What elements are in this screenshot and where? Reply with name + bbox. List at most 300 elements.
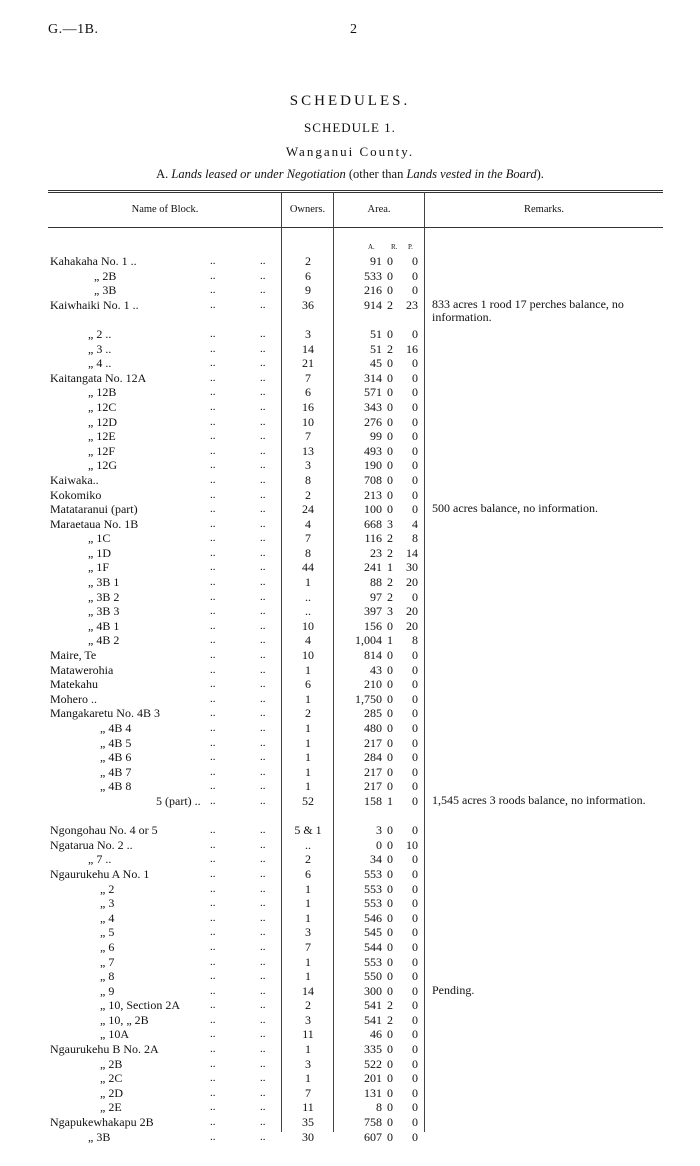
acres-cell: 550: [364, 969, 382, 984]
top-rule-double: [48, 192, 663, 193]
acres-cell: 553: [364, 866, 382, 881]
leader-dots: ..: [210, 678, 216, 691]
leader-dots: ..: [260, 1072, 266, 1085]
remarks-cell: [432, 633, 662, 648]
leader-dots: ..: [260, 298, 266, 311]
acres-cell: 541: [364, 998, 382, 1013]
leader-dots: ..: [260, 736, 266, 749]
gap-cell: [420, 385, 432, 400]
leader-dots: ..: [260, 984, 266, 997]
owners-cell: 1: [305, 662, 311, 677]
acres-cell: 522: [364, 1056, 382, 1071]
table-row: [50, 415, 662, 430]
block-name: „ 4B 1: [88, 618, 120, 633]
perches-cell: 0: [412, 998, 418, 1013]
leader-dots: ..: [210, 590, 216, 603]
subtitle-plain: (other than: [348, 167, 404, 181]
remarks-cell: [432, 1042, 662, 1057]
table-row: [50, 1115, 662, 1130]
acres-cell: 45: [370, 356, 382, 371]
acres-cell: 607: [364, 1129, 382, 1144]
owners-cell: 3: [305, 1056, 311, 1071]
owners-cell: 3: [305, 1012, 311, 1027]
roods-cell: 0: [387, 1085, 393, 1100]
gap-cell: [420, 575, 432, 590]
remarks-cell: [432, 590, 662, 605]
perches-cell: 0: [412, 1115, 418, 1130]
perches-cell: 8: [412, 633, 418, 648]
roods-cell: 0: [387, 370, 393, 385]
table-row: [50, 575, 662, 590]
table-row: [50, 429, 662, 444]
acres-cell: 480: [364, 721, 382, 735]
roods-cell: 3: [387, 516, 393, 531]
gap-cell: [420, 531, 432, 546]
remarks-cell: [432, 342, 662, 357]
leader-dots: ..: [260, 415, 266, 428]
owners-cell: 1: [305, 691, 311, 706]
subtitle-prefix: A.: [156, 167, 169, 181]
acres-cell: 0: [376, 837, 382, 852]
acres-cell: 668: [364, 516, 382, 531]
block-name-cell: [50, 1071, 282, 1086]
perches-cell: 0: [412, 1085, 418, 1100]
remarks-text: 500 acres balance, no information.: [432, 501, 598, 516]
block-name-cell: [50, 604, 282, 619]
acres-cell: 34: [370, 852, 382, 867]
acres-cell: 814: [364, 648, 382, 663]
block-name: Kahakaha No. 1 ..: [50, 254, 137, 268]
gap-cell: [420, 677, 432, 692]
owners-cell: 1: [305, 750, 311, 765]
block-name: „ 3: [100, 896, 115, 911]
perches-cell: 0: [412, 283, 418, 298]
roods-cell: 2: [387, 341, 393, 356]
perches-cell: 0: [412, 823, 418, 838]
roods-cell: 0: [387, 925, 393, 940]
roods-cell: 0: [387, 356, 393, 371]
block-name-cell: [50, 502, 282, 517]
table-row: [50, 298, 662, 313]
perches-cell: 0: [412, 691, 418, 706]
leader-dots: ..: [260, 649, 266, 662]
table-row: [50, 925, 662, 940]
perches-cell: 0: [412, 677, 418, 692]
remarks-cell: [432, 1086, 662, 1101]
leader-dots: ..: [210, 327, 216, 340]
remarks-cell: [432, 415, 662, 430]
acres-cell: 553: [364, 954, 382, 969]
leader-dots: ..: [210, 269, 216, 282]
block-name: „ 3B: [94, 283, 117, 298]
gap-cell: [420, 604, 432, 619]
block-name-cell: [50, 444, 282, 459]
block-name-cell: [50, 1130, 282, 1145]
perches-cell: 0: [412, 735, 418, 750]
table-row: [50, 1071, 662, 1086]
perches-cell: 0: [412, 662, 418, 677]
block-name-cell: [50, 765, 282, 780]
leader-dots: ..: [210, 1043, 216, 1056]
gap-cell: [420, 1086, 432, 1101]
block-name-cell: [50, 1013, 282, 1028]
leader-dots: ..: [210, 473, 216, 486]
block-name: „ 10, „ 2B: [100, 1012, 149, 1027]
perches-cell: 0: [412, 1027, 418, 1042]
block-name: Kaitangata No. 12A: [50, 370, 147, 385]
leader-dots: ..: [210, 1072, 216, 1085]
remarks-cell: [432, 473, 662, 488]
remarks-cell: [432, 823, 662, 838]
block-name: Ngongohau No. 4 or 5: [50, 823, 158, 838]
gap-cell: [420, 911, 432, 926]
table-row: [50, 940, 662, 955]
remarks-cell: [432, 458, 662, 473]
owners-cell: 1: [305, 779, 311, 794]
table-row: [50, 254, 662, 269]
perches-cell: 23: [406, 297, 418, 312]
roods-cell: 2: [387, 575, 393, 590]
block-name: „ 3B 1: [88, 575, 120, 590]
remarks-cell: [432, 429, 662, 444]
block-name: „ 4: [100, 910, 115, 925]
block-name-cell: [50, 254, 282, 269]
block-name: „ 12B: [88, 385, 117, 400]
leader-dots: ..: [260, 1101, 266, 1114]
acres-cell: 99: [370, 429, 382, 444]
block-name: „ 4B 2: [88, 633, 120, 648]
roods-cell: 0: [387, 1100, 393, 1115]
table-row: [50, 1086, 662, 1101]
roods-cell: 0: [387, 254, 393, 268]
table-row: [50, 444, 662, 459]
gap-cell: [420, 1042, 432, 1057]
leader-dots: ..: [210, 561, 216, 574]
owners-cell: 30: [302, 1129, 314, 1144]
owners-cell: ..: [305, 589, 311, 604]
remarks-cell: [432, 779, 662, 794]
roods-cell: 0: [387, 1071, 393, 1086]
leader-dots: ..: [260, 897, 266, 910]
gap-cell: [420, 838, 432, 853]
roods-cell: 0: [387, 1056, 393, 1071]
leader-dots: ..: [210, 955, 216, 968]
acres-cell: 1,750: [355, 691, 382, 706]
roods-cell: 2: [387, 545, 393, 560]
block-name: „ 12E: [88, 429, 116, 444]
roods-cell: 2: [387, 589, 393, 604]
block-name: „ 6: [100, 939, 115, 954]
table-row: [50, 1130, 662, 1145]
leader-dots: ..: [260, 1086, 266, 1099]
roods-cell: 0: [387, 618, 393, 633]
table-row: [50, 385, 662, 400]
acres-cell: 493: [364, 443, 382, 458]
owners-cell: 2: [305, 254, 311, 268]
leader-dots: ..: [260, 473, 266, 486]
perches-cell: 0: [412, 852, 418, 867]
owners-cell: 7: [305, 939, 311, 954]
remarks-cell: [432, 604, 662, 619]
block-name-cell: [50, 721, 282, 736]
leader-dots: ..: [260, 342, 266, 355]
column-header-name: Name of Block.: [131, 204, 199, 215]
leader-dots: ..: [210, 911, 216, 924]
block-name: „ 4B 4: [100, 721, 132, 735]
gap-cell: [420, 1130, 432, 1145]
leader-dots: ..: [210, 751, 216, 764]
table-row: [50, 984, 662, 999]
roods-cell: 0: [387, 283, 393, 298]
gap-cell: [420, 955, 432, 970]
leader-dots: ..: [260, 765, 266, 778]
owners-cell: 8: [305, 472, 311, 487]
perches-cell: 0: [412, 750, 418, 765]
remarks-cell: [432, 794, 662, 809]
gap-cell: [420, 794, 432, 809]
acres-cell: 131: [364, 1085, 382, 1100]
leader-dots: ..: [260, 561, 266, 574]
leader-dots: ..: [260, 663, 266, 676]
owners-cell: 36: [302, 297, 314, 312]
table-row: [50, 269, 662, 284]
schedule-heading: SCHEDULE 1.: [304, 120, 396, 135]
leader-dots: ..: [260, 634, 266, 647]
gap-cell: [420, 619, 432, 634]
leader-dots: ..: [210, 940, 216, 953]
subtitle-italic-2: Lands vested in the Board: [406, 167, 537, 181]
block-name: „ 2C: [100, 1071, 123, 1086]
gap-cell: [420, 1071, 432, 1086]
remarks-cell: [432, 1027, 662, 1042]
owners-cell: 2: [305, 998, 311, 1013]
leader-dots: ..: [210, 853, 216, 866]
remarks-cell: [432, 531, 662, 546]
gap-cell: [420, 488, 432, 503]
block-name-cell: [50, 779, 282, 794]
gap-cell: [420, 342, 432, 357]
leader-dots: ..: [260, 926, 266, 939]
roods-cell: 0: [387, 662, 393, 677]
table-subtitle: [0, 167, 700, 182]
roods-cell: 0: [387, 896, 393, 911]
table-row: [50, 721, 662, 736]
acres-cell: [334, 809, 382, 824]
leader-dots: ..: [260, 488, 266, 501]
leader-dots: ..: [210, 838, 216, 851]
perches-cell: 0: [412, 414, 418, 429]
table-row: [50, 531, 662, 546]
remarks-cell: [432, 648, 662, 663]
owners-cell: 35: [302, 1115, 314, 1130]
remarks-cell: [432, 809, 662, 824]
remarks-cell: [432, 706, 662, 721]
owners-cell: 2: [305, 487, 311, 502]
remarks-cell: [432, 619, 662, 634]
gap-cell: [420, 648, 432, 663]
owners-cell: 13: [302, 443, 314, 458]
column-header-remarks: Remarks.: [524, 204, 564, 215]
owners-cell: 1: [305, 1042, 311, 1057]
remarks-cell: [432, 488, 662, 503]
table-row: [50, 458, 662, 473]
block-name-cell: [50, 546, 282, 561]
perches-cell: [398, 809, 420, 824]
leader-dots: ..: [210, 284, 216, 297]
block-name-cell: [50, 473, 282, 488]
leader-dots: ..: [260, 430, 266, 443]
acres-cell: 571: [364, 385, 382, 400]
leader-dots: ..: [260, 386, 266, 399]
roods-cell: 0: [387, 910, 393, 925]
acres-cell: 158: [364, 793, 382, 808]
remarks-cell: [432, 327, 662, 342]
leader-dots: ..: [210, 342, 216, 355]
owners-cell: [282, 312, 334, 327]
acres-cell: 190: [364, 458, 382, 473]
leader-dots: ..: [260, 517, 266, 530]
remarks-cell: [432, 940, 662, 955]
acres-cell: 285: [364, 706, 382, 721]
roods-cell: 3: [387, 604, 393, 619]
acres-cell: 88: [370, 575, 382, 590]
leader-dots: ..: [260, 1013, 266, 1026]
perches-cell: 16: [406, 341, 418, 356]
owners-cell: 7: [305, 1085, 311, 1100]
leader-dots: ..: [260, 780, 266, 793]
perches-cell: 0: [412, 385, 418, 400]
perches-cell: 0: [412, 969, 418, 984]
leader-dots: ..: [260, 722, 266, 734]
remarks-cell: [432, 721, 662, 736]
block-name: „ 3B: [88, 1129, 111, 1144]
block-name: „ 2B: [94, 268, 117, 283]
gap-cell: [420, 458, 432, 473]
roods-cell: 0: [387, 385, 393, 400]
leader-dots: ..: [210, 400, 216, 413]
block-name-cell: [50, 312, 282, 327]
roods-cell: 2: [387, 297, 393, 312]
roods-cell: 0: [387, 443, 393, 458]
owners-cell: 4: [305, 633, 311, 648]
block-name: „ 2B: [100, 1056, 123, 1071]
gap-cell: [420, 356, 432, 371]
perches-cell: 0: [412, 399, 418, 414]
owners-cell: 8: [305, 545, 311, 560]
roods-cell: 0: [387, 691, 393, 706]
roods-cell: 0: [387, 823, 393, 838]
remarks-cell: [432, 385, 662, 400]
perches-cell: 0: [412, 443, 418, 458]
leader-dots: ..: [210, 430, 216, 443]
block-name-cell: [50, 560, 282, 575]
acres-cell: 553: [364, 896, 382, 911]
perches-cell: 10: [406, 837, 418, 852]
perches-cell: 0: [412, 356, 418, 371]
owners-cell: 3: [305, 326, 311, 341]
acres-cell: 343: [364, 399, 382, 414]
leader-dots: ..: [260, 1130, 266, 1143]
gap-cell: [420, 736, 432, 751]
block-name: „ 10, Section 2A: [100, 998, 180, 1013]
gap-cell: [420, 415, 432, 430]
roods-cell: 0: [387, 1027, 393, 1042]
owners-cell: 1: [305, 721, 311, 735]
remarks-cell: [432, 371, 662, 386]
owners-cell: 1: [305, 881, 311, 896]
block-name-cell: [50, 677, 282, 692]
remarks-cell: [432, 1013, 662, 1028]
table-row: [50, 692, 662, 707]
roods-cell: 0: [387, 1042, 393, 1057]
block-name-cell: [50, 619, 282, 634]
leader-dots: ..: [210, 692, 216, 705]
remarks-cell: [432, 546, 662, 561]
block-name-cell: [50, 794, 282, 809]
roods-cell: 0: [387, 852, 393, 867]
block-name: Ngaurukehu A No. 1: [50, 866, 150, 881]
perches-cell: 0: [412, 866, 418, 881]
table-row: [50, 560, 662, 575]
acres-cell: 100: [364, 502, 382, 517]
gap-cell: [420, 283, 432, 298]
roods-cell: 0: [387, 399, 393, 414]
perches-cell: 0: [412, 881, 418, 896]
owners-cell: 10: [302, 648, 314, 663]
roods-cell: 2: [387, 1012, 393, 1027]
perches-cell: 0: [412, 1100, 418, 1115]
leader-dots: ..: [260, 327, 266, 340]
leader-dots: ..: [260, 867, 266, 880]
leader-dots: ..: [210, 780, 216, 793]
perches-cell: 8: [412, 531, 418, 546]
leader-dots: ..: [210, 415, 216, 428]
remarks-cell: [432, 852, 662, 867]
table-row: [50, 1013, 662, 1028]
perches-cell: 0: [412, 764, 418, 779]
roods-cell: 0: [387, 458, 393, 473]
roods-cell: 1: [387, 633, 393, 648]
leader-dots: ..: [260, 1028, 266, 1041]
block-name-cell: [50, 1115, 282, 1130]
block-name-cell: [50, 984, 282, 999]
block-name: Ngaurukehu B No. 2A: [50, 1042, 159, 1057]
acres-cell: 314: [364, 370, 382, 385]
owners-cell: 1: [305, 1071, 311, 1086]
block-name: „ 3 ..: [88, 341, 112, 356]
perches-cell: 0: [412, 896, 418, 911]
gap-cell: [420, 400, 432, 415]
owners-cell: 1: [305, 764, 311, 779]
table-row: [50, 663, 662, 678]
block-name-cell: [50, 269, 282, 284]
block-name: „ 12G: [88, 458, 117, 473]
schedules-heading: SCHEDULES.: [289, 93, 411, 109]
roods-cell: 0: [387, 429, 393, 444]
leader-dots: ..: [210, 1101, 216, 1114]
roods-cell: 0: [387, 326, 393, 341]
owners-cell: 2: [305, 706, 311, 721]
gap-cell: [420, 502, 432, 517]
roods-cell: 0: [387, 1115, 393, 1130]
perches-cell: 20: [406, 618, 418, 633]
block-name: Maire, Te: [50, 648, 97, 663]
perches-cell: 0: [412, 1012, 418, 1027]
schedule-table: [50, 254, 662, 1144]
block-name: 5 (part) ..: [156, 793, 201, 808]
block-name-cell: [50, 706, 282, 721]
gap-cell: [420, 940, 432, 955]
